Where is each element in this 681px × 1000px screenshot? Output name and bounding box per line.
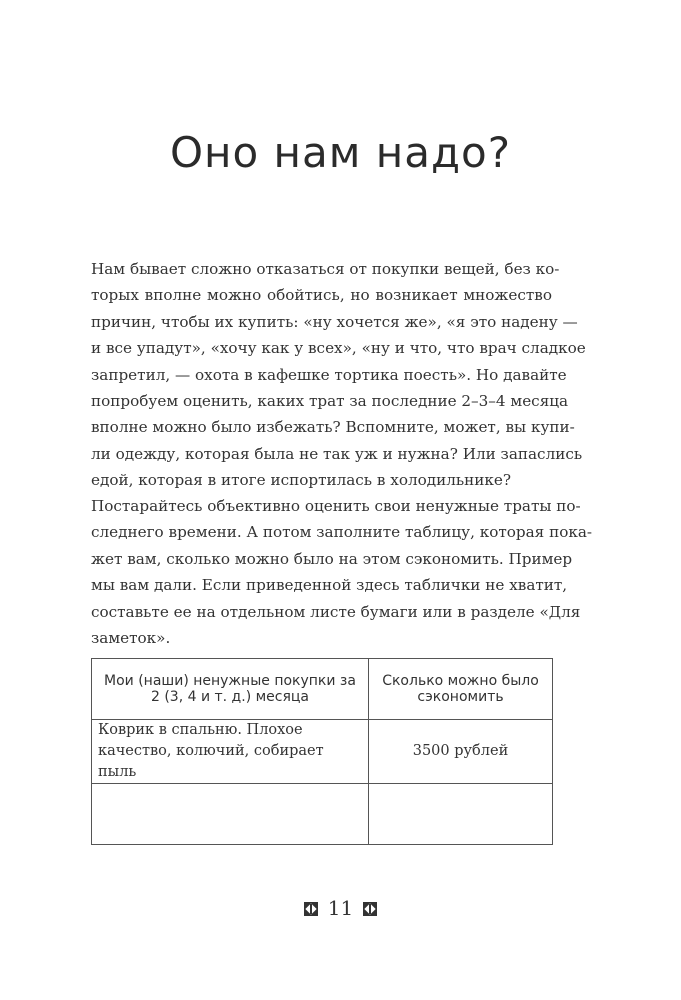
page-footer — [0, 896, 681, 920]
text-line: вполне можно было избежать? Вспомните, может, вы купи- — [91, 418, 575, 437]
cell-purchase-empty[interactable] — [92, 784, 369, 845]
cell-purchase: Коврик в спальню. Плохое качество, колючий, собирает пыль — [92, 720, 369, 784]
text-line: Нам бывает сложно отказаться от покупки вещей, без ко- — [91, 260, 560, 278]
text-line: составьте ее на отдельном листе бумаги или в разделе «Для — [91, 602, 581, 621]
ornament-icon — [363, 902, 377, 916]
table-header-row — [92, 659, 553, 720]
header-purchases: Мои (наши) ненужные покупки за 2 (3, 4 и т. д.) месяца — [92, 659, 369, 720]
text-line: торых вполне можно обойтись, но возникает множество — [91, 286, 552, 305]
cell-savings-empty[interactable] — [369, 784, 553, 845]
page-title: Оно нам надо? — [169, 128, 512, 177]
text-line: и все упадут», «хочу как у всех», «ну и что, что врач сладкое — [91, 339, 586, 358]
text-line: попробуем оценить, каких трат за последние 2–3–4 месяца — [91, 392, 569, 411]
header-savings: Сколько можно было сэкономить — [369, 659, 553, 720]
table-row — [92, 720, 553, 784]
text-line: Постарайтесь объективно оценить свои ненужные траты по- — [91, 497, 581, 515]
paragraph-intro — [91, 256, 586, 494]
table-row-empty — [92, 784, 553, 845]
savings-table — [91, 658, 553, 845]
text-line: причин, чтобы их купить: «ну хочется же», «я это надену — — [91, 312, 578, 331]
paragraph-instructions — [91, 493, 593, 651]
text-line: заметок». — [91, 629, 171, 648]
text-line: запретил, — охота в кафешке тортика поесть». Но давайте — [91, 365, 567, 384]
text-line: следнего времени. А потом заполните таблицу, которая пока- — [91, 523, 593, 542]
text-line: жет вам, сколько можно было на этом сэкономить. Пример — [91, 549, 573, 568]
ornament-icon — [304, 902, 318, 916]
text-line: ли одежду, которая была не так уж и нужна? Или запаслись — [91, 444, 583, 463]
text-line: едой, которая в итоге испортилась в холодильнике? — [91, 471, 512, 490]
text-line: мы вам дали. Если приведенной здесь таблички не хватит, — [91, 576, 568, 595]
cell-savings: 3500 рублей — [369, 720, 553, 784]
page-number: 11 — [327, 896, 354, 920]
